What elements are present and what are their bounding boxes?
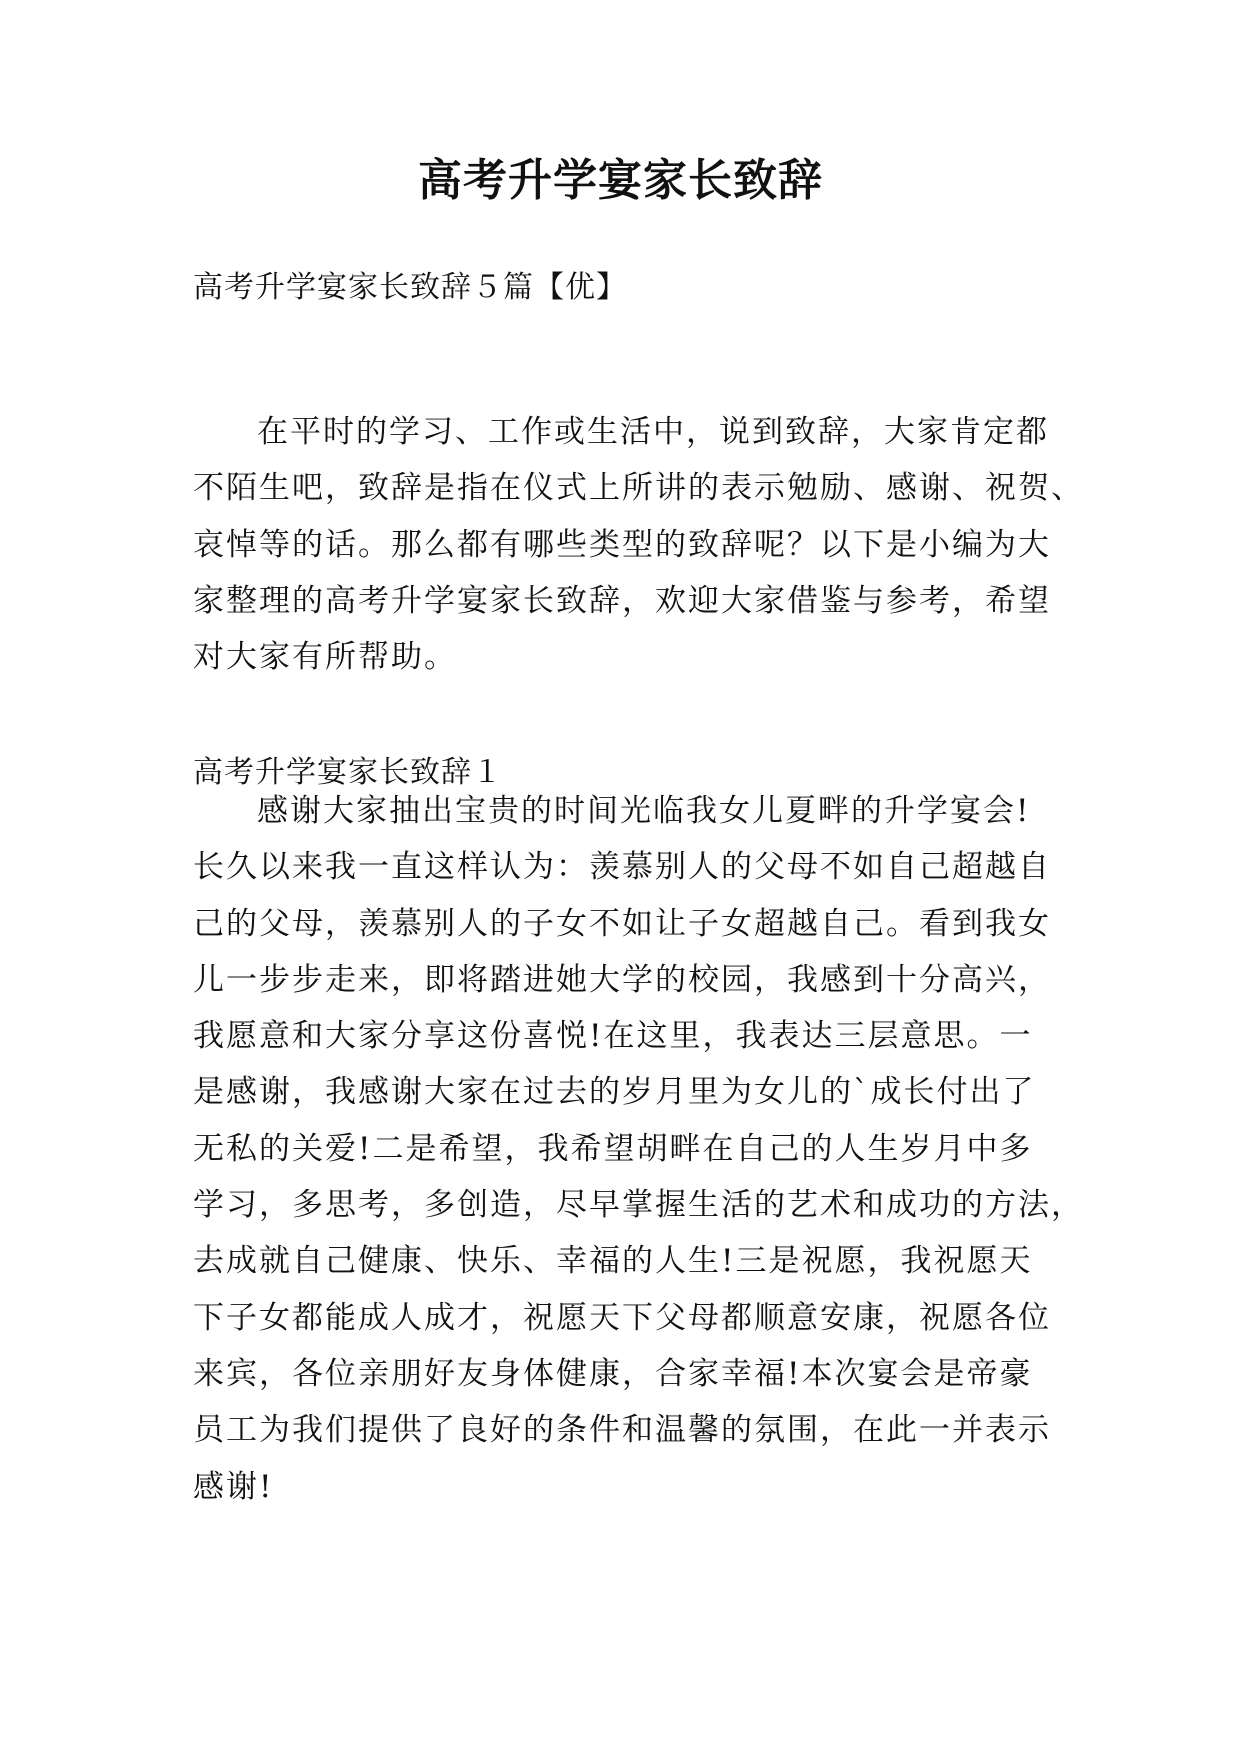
- speech-line: 是感谢，我感谢大家在过去的岁月里为女儿的`成长付出了: [193, 1074, 1036, 1111]
- speech-line: 下子女都能成人成才，祝愿天下父母都顺意安康，祝愿各位: [193, 1299, 1051, 1336]
- speech-paragraph: [193, 783, 1084, 1515]
- speech-line: 学习，多思考，多创造，尽早掌握生活的艺术和成功的方法，: [193, 1187, 1084, 1224]
- speech-line: 去成就自己健康、快乐、幸福的人生!三是祝愿，我祝愿天: [193, 1243, 1033, 1280]
- speech-line: 感谢大家抽出宝贵的时间光临我女儿夏畔的升学宴会!: [257, 793, 1031, 829]
- document-subtitle: 高考升学宴家长致辞５篇【优】: [193, 270, 627, 305]
- intro-line: 不陌生吧，致辞是指在仪式上所讲的表示勉励、感谢、祝贺、: [193, 470, 1084, 507]
- speech-line: 员工为我们提供了良好的条件和温馨的氛围，在此一并表示: [193, 1412, 1051, 1449]
- speech-line: 来宾，各位亲朋好友身体健康，合家幸福!本次宴会是帝豪: [193, 1355, 1033, 1392]
- intro-line: 哀悼等的话。那么都有哪些类型的致辞呢？以下是小编为大: [193, 526, 1051, 563]
- speech-line: 长久以来我一直这样认为：羡慕别人的父母不如自己超越自: [193, 849, 1051, 886]
- speech-line: 己的父母，羡慕别人的子女不如让子女超越自己。看到我女: [193, 905, 1051, 942]
- speech-line: 我愿意和大家分享这份喜悦!在这里，我表达三层意思。一: [193, 1018, 1033, 1055]
- speech-line: 感谢!: [193, 1468, 274, 1505]
- speech-line: 儿一步步走来，即将踏进她大学的校园，我感到十分高兴，: [193, 961, 1051, 998]
- section-heading: 高考升学宴家长致辞１: [193, 755, 503, 790]
- intro-line: 对大家有所帮助。: [193, 639, 457, 676]
- speech-line: 无私的关爱!二是希望，我希望胡畔在自己的人生岁月中多: [193, 1130, 1033, 1167]
- document-title: 高考升学宴家长致辞: [418, 155, 823, 206]
- intro-paragraph: [193, 404, 1084, 685]
- intro-line: 家整理的高考升学宴家长致辞，欢迎大家借鉴与参考，希望: [193, 582, 1051, 619]
- intro-line: 在平时的学习、工作或生活中，说到致辞，大家肯定都: [257, 414, 1049, 450]
